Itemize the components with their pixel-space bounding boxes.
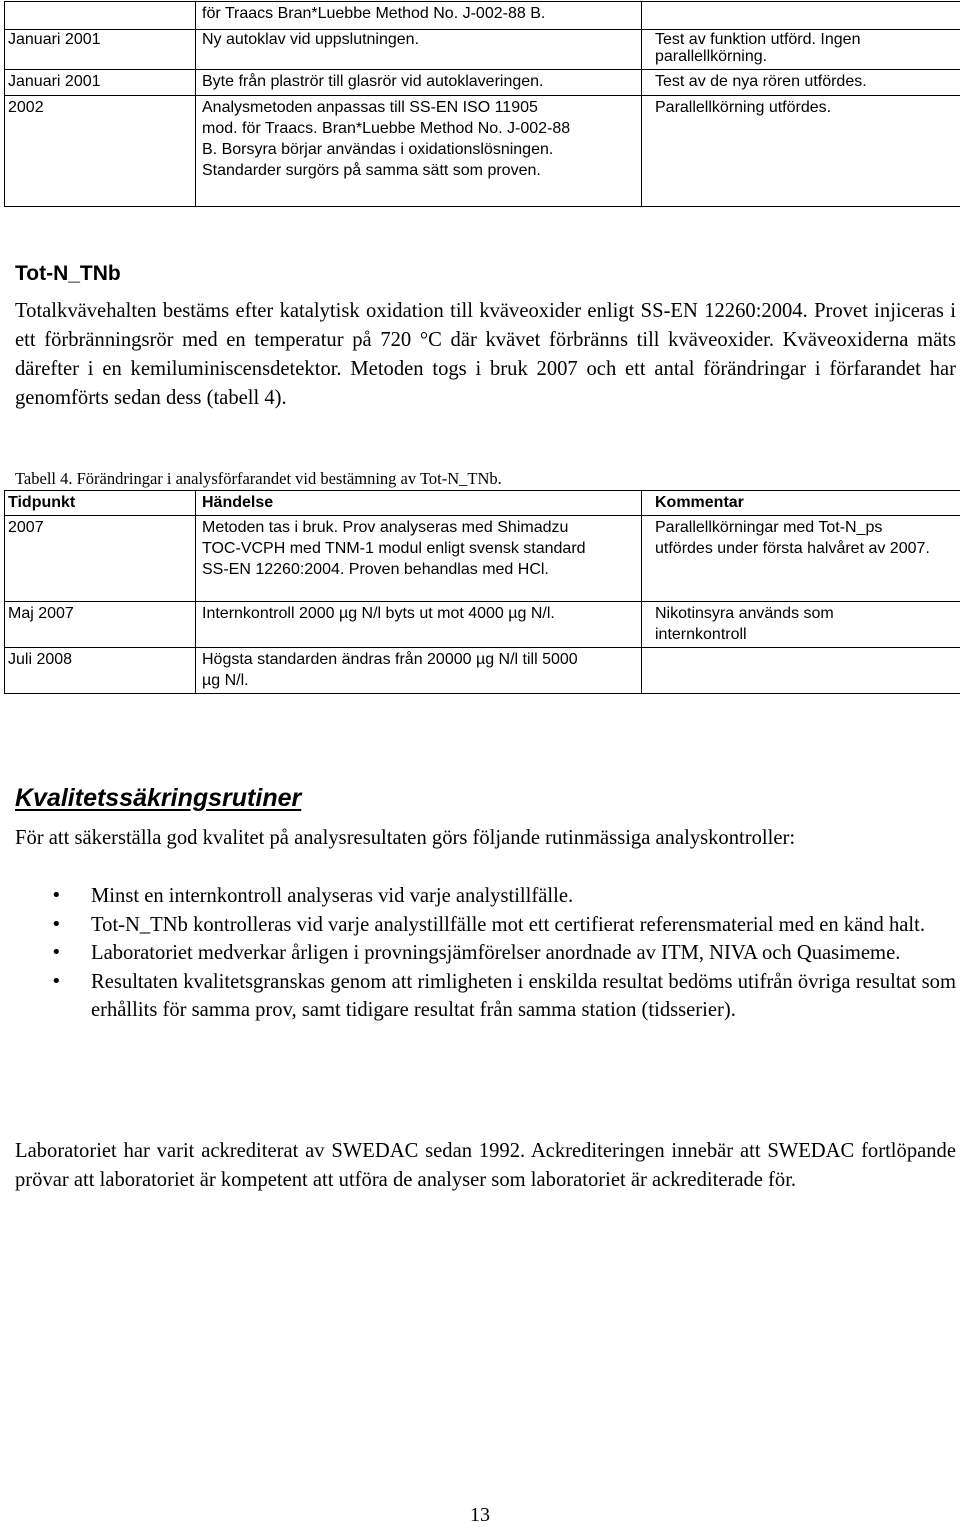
section-heading-quality: Kvalitetssäkringsrutiner	[15, 784, 301, 813]
accreditation-paragraph: Laboratoriet har varit ackrediterat av SWEDAC sedan 1992. Ackrediteringen innebär att SWEDAC fortlöpande prövar att laboratoriet är kompetent att utföra de analyser som laboratoriet är ackrediterade för.	[15, 1137, 956, 1195]
table-cell: Juli 2008	[5, 648, 196, 694]
bullet-icon: •	[51, 882, 62, 911]
table-cell	[642, 2, 960, 30]
table-cell: Parallellkörningar med Tot-N_ps utfördes under första halvåret av 2007.	[642, 516, 960, 602]
column-header: Tidpunkt	[5, 491, 196, 516]
table-cell: Byte från plaströr till glasrör vid autoklaveringen.	[196, 70, 642, 96]
bullet-icon: •	[51, 911, 62, 940]
list-item	[15, 911, 956, 940]
table-header-row	[5, 491, 960, 516]
table-cell: Maj 2007	[5, 602, 196, 648]
table-cell: Metoden tas i bruk. Prov analyseras med Shimadzu TOC-VCPH med TNM-1 modul enligt svensk standard SS-EN 12260:2004. Proven behandlas med HCl.	[196, 516, 642, 602]
table-cell: Internkontroll 2000 µg N/l byts ut mot 4000 µg N/l.	[196, 602, 642, 648]
table-cell: för Traacs Bran*Luebbe Method No. J-002-88 B.	[196, 2, 642, 30]
totn-paragraph: Totalkvävehalten bestäms efter katalytisk oxidation till kväveoxider enligt SS-EN 12260:2004. Provet injiceras i ett förbränningsrör med en temperatur på 720 °C där kvävet förbränns till kväveoxider. Kväveoxiderna mäts därefter i en kemiluminiscensdetektor. Metoden togs i bruk 2007 och ett antal förändringar i förfarandet har genomförts sedan dess (tabell 4).	[15, 297, 956, 413]
table-cell: Januari 2001	[5, 70, 196, 96]
column-header: Händelse	[196, 491, 642, 516]
list-item-text: Resultaten kvalitetsgranskas genom att rimligheten i enskilda resultat bedöms utifrån övriga resultat som erhållits för samma prov, samt tidigare resultat från samma station (tidsserier).	[91, 971, 956, 1022]
table4-caption: Tabell 4. Förändringar i analysförfarandet vid bestämning av Tot-N_TNb.	[15, 469, 502, 489]
table-cell: Januari 2001	[5, 30, 196, 70]
table-cell: 2007	[5, 516, 196, 602]
page-number: 13	[0, 1504, 960, 1527]
table-cell: Nikotinsyra används som internkontroll	[642, 602, 960, 648]
table-row	[5, 70, 960, 96]
table-cell: Ny autoklav vid uppslutningen.	[196, 30, 642, 70]
list-item-text: Laboratoriet medverkar årligen i provningsjämförelser anordnade av ITM, NIVA och Quasimeme.	[91, 942, 900, 964]
quality-bullet-list	[15, 882, 956, 1025]
table-cell: Test av funktion utförd. Ingen parallellkörning.	[642, 30, 960, 70]
table-row	[5, 96, 960, 207]
list-item	[15, 968, 956, 1025]
table-row	[5, 30, 960, 70]
section-heading-totn: Tot-N_TNb	[15, 262, 121, 286]
bullet-icon: •	[51, 968, 62, 997]
quality-intro: För att säkerställa god kvalitet på analysresultaten görs följande rutinmässiga analyskontroller:	[15, 824, 956, 853]
method-history-table	[4, 1, 960, 207]
list-item	[15, 882, 956, 911]
table-row	[5, 516, 960, 602]
table-row	[5, 602, 960, 648]
list-item-text: Tot-N_TNb kontrolleras vid varje analystillfälle mot ett certifierat referensmaterial med en känd halt.	[91, 914, 925, 936]
table-cell	[5, 2, 196, 30]
table-row	[5, 2, 960, 30]
column-header: Kommentar	[642, 491, 960, 516]
table-cell: Test av de nya rören utfördes.	[642, 70, 960, 96]
bullet-icon: •	[51, 939, 62, 968]
list-item-text: Minst en internkontroll analyseras vid varje analystillfälle.	[91, 885, 573, 907]
table-cell: 2002	[5, 96, 196, 207]
table-cell	[642, 648, 960, 694]
table-cell: Parallellkörning utfördes.	[642, 96, 960, 207]
table-cell: Analysmetoden anpassas till SS-EN ISO 11905 mod. för Traacs. Bran*Luebbe Method No. J-002-88 B. Borsyra börjar användas i oxidationslösningen. Standarder surgörs på samma sätt som proven.	[196, 96, 642, 207]
table-row	[5, 648, 960, 694]
table-cell: Högsta standarden ändras från 20000 µg N/l till 5000 µg N/l.	[196, 648, 642, 694]
list-item	[15, 939, 956, 968]
table4	[4, 490, 960, 694]
